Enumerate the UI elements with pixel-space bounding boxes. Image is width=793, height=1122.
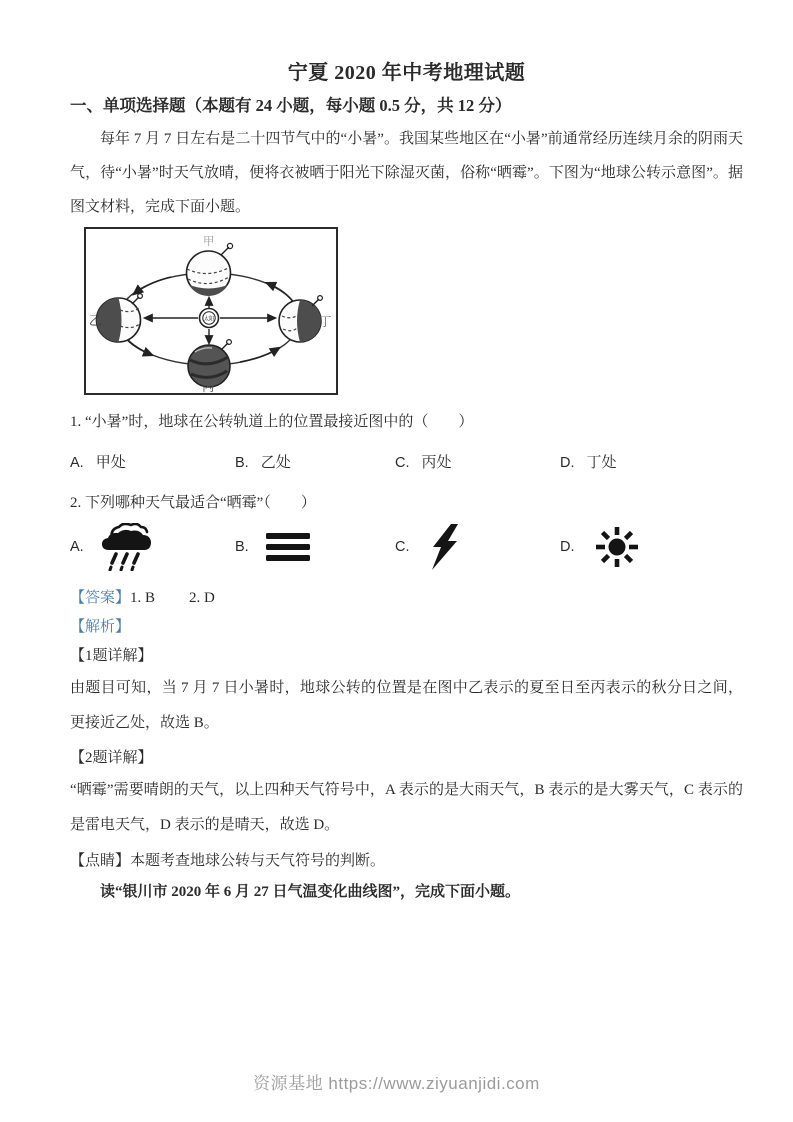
explanation-2-text: “晒霉”需要晴朗的天气，以上四种天气符号中，A 表示的是大雨天气，B 表示的是大雾天气，C 表示的是雷电天气，D 表示的是晴天，故选 D。: [70, 782, 743, 833]
q2-option-a: A.: [70, 523, 235, 571]
question-1-options: [70, 451, 743, 475]
q2-option-b: B.: [235, 532, 395, 562]
svg-text:太阳: 太阳: [203, 316, 215, 323]
tip-line: [70, 849, 743, 873]
earth-position-top: [187, 243, 233, 296]
explanation-2-title: 【2题详解】: [70, 750, 153, 766]
heavy-rain-icon: [100, 523, 156, 571]
explanation-1-title: 【1题详解】: [70, 648, 153, 664]
page-title: 宁夏 2020 年中考地理试题: [287, 62, 526, 84]
label-left: 乙: [89, 314, 102, 328]
answer-2: 2. D: [189, 590, 215, 606]
intro-paragraph: 每年 7 月 7 日左右是二十四节气中的“小暑”。我国某些地区在“小暑”前通常经历连续月余的阴雨天气，待“小暑”时天气放晴，便将衣被晒于阳光下除湿灭菌，俗称“晒霉”。下图为“地球公转示意图”。据图文材料，完成下面小题。: [70, 131, 743, 215]
q1-option-a: A. 甲处: [70, 455, 126, 471]
sun-symbol-icon: [591, 524, 643, 570]
sun-icon: [200, 309, 219, 328]
next-question-intro: 读“银川市 2020 年 6 月 27 日气温变化曲线图”，完成下面小题。: [100, 884, 521, 900]
orbit-arrow-lower-right: [240, 348, 279, 362]
fog-icon: [265, 532, 311, 562]
q2-option-d: D.: [560, 524, 743, 570]
footer-watermark: [0, 1069, 793, 1094]
label-right: 丁: [319, 315, 332, 329]
answer-line: [70, 586, 743, 610]
q1-option-b: B. 乙处: [235, 455, 291, 471]
explanation-1-text: 由题目可知，当 7 月 7 日小暑时，地球公转的位置是在图中乙表示的夏至日至丙表示的秋分日之间，更接近乙处，故选 B。: [70, 680, 743, 731]
lightning-icon: [426, 523, 462, 571]
tip-text: 本题考查地球公转与天气符号的判断。: [130, 853, 386, 869]
label-top: 甲: [203, 236, 215, 248]
earth-revolution-figure: [84, 227, 338, 395]
label-bottom: 丙: [202, 380, 215, 393]
footer-link[interactable]: 资源基地 https://www.ziyuanjidi.com: [253, 1074, 540, 1093]
question-1: 1. “小暑”时，地球在公转轨道上的位置最接近图中的（ ）: [70, 414, 474, 430]
analysis-label: 【解析】: [70, 619, 131, 635]
orbit-arrow-upper-left: [134, 277, 171, 294]
q1-option-d: D. 丁处: [560, 455, 617, 471]
q1-option-c: C. 丙处: [395, 455, 452, 471]
tip-label: 【点睛】: [70, 853, 131, 869]
q2-option-c: C.: [395, 523, 560, 571]
answer-1: 1. B: [130, 590, 156, 606]
question-2-options: [70, 523, 743, 571]
section-heading: 一、单项选择题（本题有 24 小题，每小题 0.5 分，共 12 分）: [70, 96, 512, 115]
answer-label: 【答案】: [70, 590, 131, 606]
earth-position-right: [279, 296, 322, 342]
question-2: 2. 下列哪种天气最适合“晒霉”（ ）: [70, 495, 316, 511]
earth-position-left: [97, 294, 143, 342]
earth-revolution-diagram: [86, 229, 336, 393]
